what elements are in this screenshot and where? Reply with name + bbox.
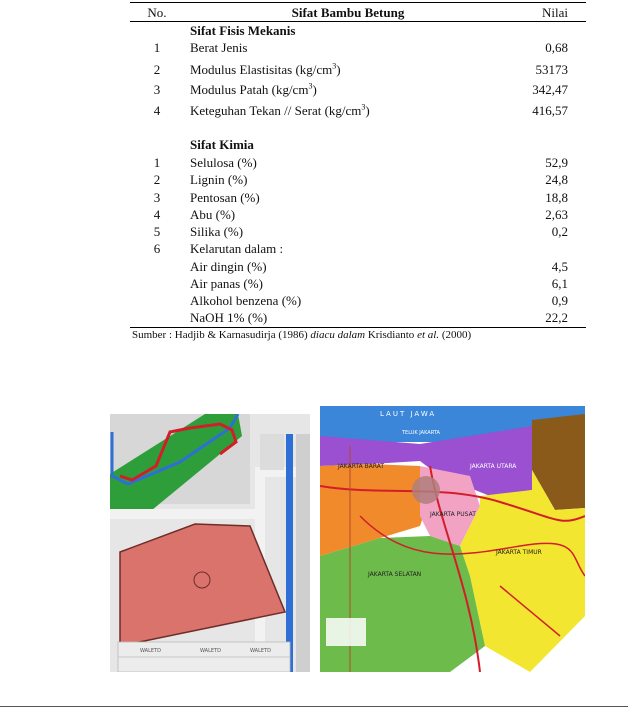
row-name-tail: ) [336, 62, 341, 77]
row-name: Silika (%) [190, 224, 244, 239]
row-name [190, 82, 317, 98]
label-north: JAKARTA UTARA [470, 463, 517, 470]
row-value: 53173 [535, 62, 568, 77]
row-no: 2 [153, 62, 161, 77]
row-value: 6,1 [551, 276, 568, 291]
label-west: JAKARTA BARAT [338, 463, 385, 470]
section-title-physical: Sifat Fisis Mekanis [190, 23, 296, 38]
row-name-text: Modulus Elastisitas (kg/cm [190, 62, 333, 77]
row-no: 2 [153, 172, 161, 187]
right-road [296, 434, 310, 672]
row-name [190, 62, 341, 78]
row-name: Alkohol benzena (%) [190, 293, 302, 308]
source-italic1: diacu dalam [310, 329, 366, 341]
table-source [132, 329, 471, 341]
blue-canal [286, 434, 293, 672]
table-top-rule [130, 2, 586, 3]
label-south: JAKARTA SELATAN [368, 571, 422, 578]
row-no: 4 [153, 103, 161, 118]
row-name-tail: ) [365, 103, 370, 118]
row-value: 4,5 [551, 259, 568, 274]
page-bottom-rule [0, 706, 628, 707]
row-value: 416,57 [532, 103, 568, 118]
header-name: Sifat Bambu Betung [291, 5, 405, 20]
header-value: Nilai [542, 5, 568, 20]
row-no: 1 [153, 155, 161, 170]
row-name [190, 103, 370, 119]
row-no: 1 [153, 40, 161, 55]
row-value: 22,2 [545, 310, 568, 325]
label-bay: TELUK JAKARTA [402, 430, 440, 436]
row-no: 6 [153, 241, 161, 256]
row-value: 2,63 [545, 207, 568, 222]
label-sea: LAUT JAWA [380, 410, 437, 418]
row-value: 342,47 [532, 82, 568, 97]
row-no: 4 [153, 207, 161, 222]
location-marker [412, 476, 440, 504]
row-value: 0,2 [551, 224, 568, 239]
source-italic2: et al. [417, 329, 440, 341]
road-block [260, 434, 284, 470]
row-name: Lignin (%) [190, 172, 248, 187]
row-name: NaOH 1% (%) [190, 310, 268, 325]
row-name: Kelarutan dalam : [190, 241, 284, 256]
row-value: 0,9 [551, 293, 568, 308]
map-legend [326, 618, 366, 646]
row-value: 0,68 [545, 40, 568, 55]
source-middle: Krisdianto [365, 329, 418, 341]
parcel-label: WALETD [140, 648, 161, 654]
label-east: JAKARTA TIMUR [496, 549, 542, 556]
row-value: 52,9 [545, 155, 568, 170]
row-name-sup: 3 [332, 61, 337, 71]
row-no: 3 [153, 190, 161, 205]
row-name: Air dingin (%) [190, 259, 267, 274]
table-bottom-rule [130, 327, 586, 328]
south-region [320, 536, 485, 672]
row-no: 3 [153, 82, 161, 97]
row-name-sup: 3 [308, 81, 313, 91]
row-name: Abu (%) [190, 207, 236, 222]
row-name-text: Keteguhan Tekan // Serat (kg/cm [190, 103, 362, 118]
parcel-label: WALETD [250, 648, 271, 654]
row-value: 24,8 [545, 172, 568, 187]
table-header-rule [130, 21, 586, 22]
label-center: JAKARTA PUSAT [430, 511, 476, 518]
jakarta-map-image [320, 406, 585, 672]
parcel-label: WALETD [200, 648, 221, 654]
row-name: Air panas (%) [190, 276, 263, 291]
site-plan-image [110, 414, 310, 672]
row-value: 18,8 [545, 190, 568, 205]
row-name: Berat Jenis [190, 40, 248, 55]
row-no: 5 [153, 224, 161, 239]
section-title-chemical: Sifat Kimia [190, 137, 254, 152]
row-name: Pentosan (%) [190, 190, 260, 205]
row-name-text: Modulus Patah (kg/cm [190, 82, 309, 97]
row-name-sup: 3 [361, 102, 366, 112]
row-name: Selulosa (%) [190, 155, 257, 170]
header-no: No. [147, 5, 167, 20]
row-name-tail: ) [312, 82, 317, 97]
source-suffix: (2000) [439, 329, 472, 341]
source-prefix: Sumber : Hadjib & Karnasudirja (1986) [132, 329, 311, 341]
